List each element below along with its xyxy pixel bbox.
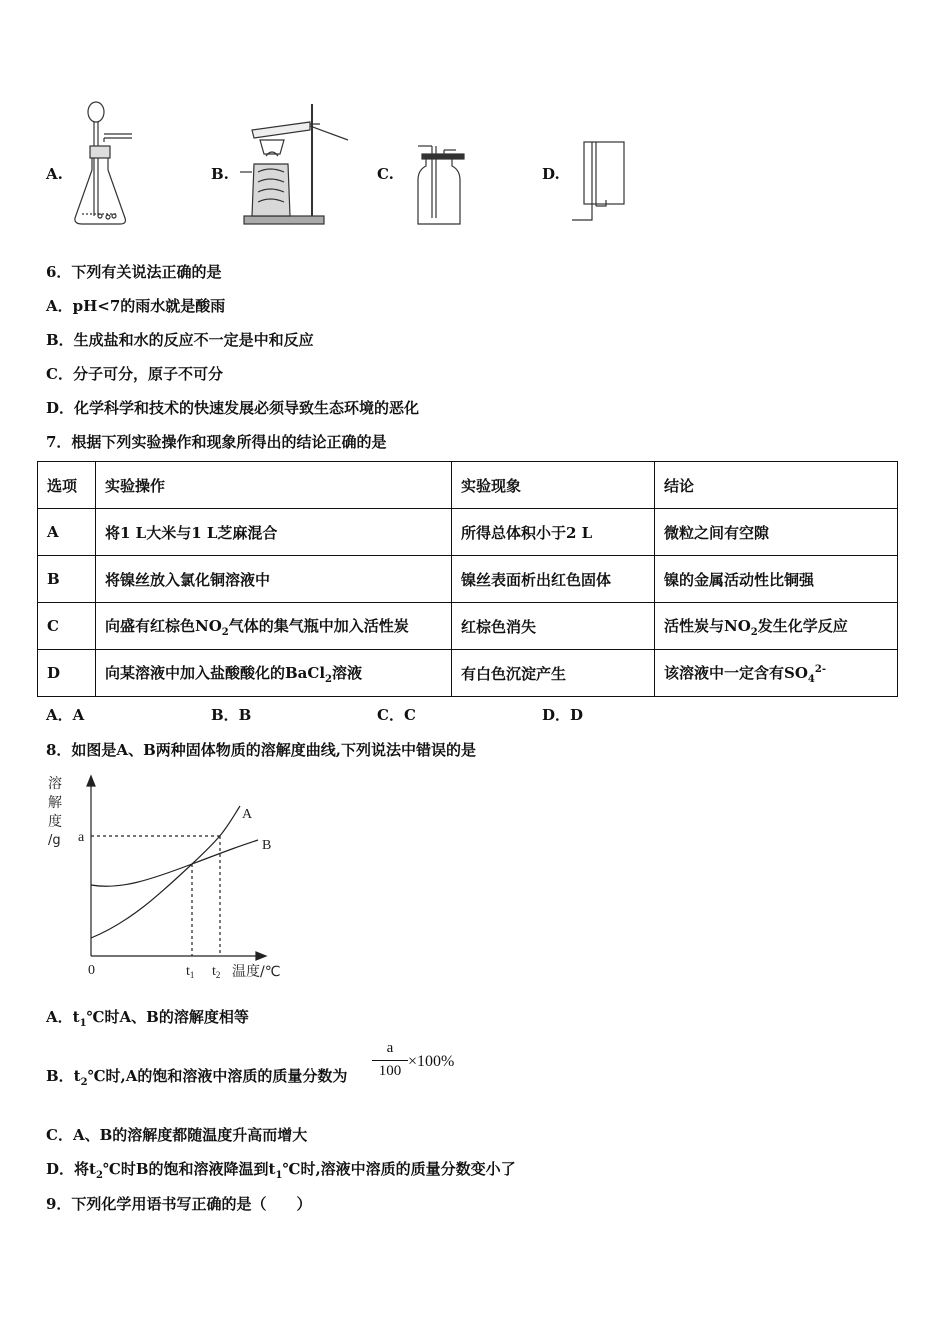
table-row [38,603,898,650]
q6-option-c[interactable]: C．分子可分，原子不可分 [46,365,223,383]
iron-stand-heating-icon [240,100,352,228]
q5-option-b-label[interactable]: B. [211,165,229,183]
q8-stem: 8．如图是A、B两种固体物质的溶解度曲线,下列说法中错误的是 [46,741,476,759]
erlenmeyer-flask-funnel-icon [70,98,140,230]
y-tick-a: a [78,830,85,845]
q7-answer-c[interactable]: C．C [377,706,416,724]
times-100-percent: ×100% [408,1053,455,1070]
q8-option-c[interactable]: C．A、B的溶解度都随温度升高而增大 [46,1126,308,1144]
row-d-operation: 向某溶液中加入盐酸酸化的BaCl$_2$溶液 [96,650,452,697]
row-b-phenomenon: 镍丝表面析出红色固体 [452,556,655,603]
header-option: 选项 [38,462,96,509]
header-conclusion: 结论 [655,462,898,509]
table-row [38,556,898,603]
q7-answer-a[interactable]: A．A [46,706,85,724]
row-a-operation: 将1 L大米与1 L芝麻混合 [96,509,452,556]
q7-answer-b[interactable]: B．B [211,706,252,724]
origin-label: 0 [88,963,95,978]
q8-option-b[interactable]: B．$t_2℃$时,A的饱和溶液中溶质的质量分数为 [46,1067,348,1088]
row-c-operation: 向盛有红棕色$NO_2$气体的集气瓶中加入活性炭 [96,603,452,650]
solubility-curve-chart [40,770,300,982]
ylabel-char-2: 解 [48,795,62,811]
row-c-phenomenon: 红棕色消失 [452,603,655,650]
table-header-row [38,462,898,509]
mass-fraction-formula [372,1040,408,1083]
row-d-option: D [38,650,96,697]
q7-answer-d[interactable]: D．D [542,706,584,724]
q8-option-a[interactable]: A．$t_1℃$时A、B的溶解度相等 [46,1008,249,1029]
q6-option-a[interactable]: A．pH<7的雨水就是酸雨 [46,297,226,315]
t1-text: 1 [189,970,195,980]
curve-b-label: B [262,838,272,853]
row-a-phenomenon: 所得总体积小于2 L [452,509,655,556]
curve-b [91,840,258,886]
q5-option-c-label[interactable]: C. [377,165,394,183]
row-c-conclusion: 活性炭与$NO_2$发生化学反应 [655,603,898,650]
t2-label: $t_2$ [212,964,221,980]
fraction-numerator: a [386,1040,394,1056]
y-axis-arrow-icon [87,776,95,786]
row-d-phenomenon: 有白色沉淀产生 [452,650,655,697]
ylabel-char-4: /g [48,833,61,848]
curve-a-label: A [242,807,253,822]
row-b-conclusion: 镍的金属活动性比铜强 [655,556,898,603]
ylabel-char-3: 度 [48,814,62,830]
q5-option-d-label[interactable]: D. [542,165,560,183]
q6-option-b[interactable]: B．生成盐和水的反应不一定是中和反应 [46,331,314,349]
q5-option-a-label[interactable]: A. [46,165,63,183]
table-row [38,509,898,556]
row-b-operation: 将镍丝放入氯化铜溶液中 [96,556,452,603]
row-a-conclusion: 微粒之间有空隙 [655,509,898,556]
row-b-option: B [38,556,96,603]
table-row [38,650,898,697]
curve-a [91,806,240,938]
t1-label: $t_1$ [186,964,195,980]
header-phenomenon: 实验现象 [452,462,655,509]
q7-experiment-table [37,461,898,697]
q8-option-d[interactable]: D．将$t_2℃$时B的饱和溶液降温到$t_1℃$时,溶液中溶质的质量分数变小了 [46,1160,516,1181]
row-a-option: A [38,509,96,556]
t2-text: 2 [215,970,221,980]
row-d-conclusion: 该溶液中一定含有$SO_4^{2-}$ [655,650,898,697]
ylabel-char-1: 溶 [48,776,62,792]
q6-option-d[interactable]: D．化学科学和技术的快速发展必须导致生态环境的恶化 [46,399,420,417]
header-operation: 实验操作 [96,462,452,509]
xlabel: 温度/℃ [232,964,281,980]
fraction-denominator: 100 [372,1060,408,1083]
gas-washing-bottle-icon [408,140,466,228]
q6-stem: 6．下列有关说法正确的是 [46,263,222,281]
inverted-collector-icon [570,138,630,228]
q7-stem: 7．根据下列实验操作和现象所得出的结论正确的是 [46,433,387,451]
q9-stem: 9．下列化学用语书写正确的是（ ） [46,1195,312,1213]
row-c-option: C [38,603,96,650]
x-axis-arrow-icon [256,952,266,960]
